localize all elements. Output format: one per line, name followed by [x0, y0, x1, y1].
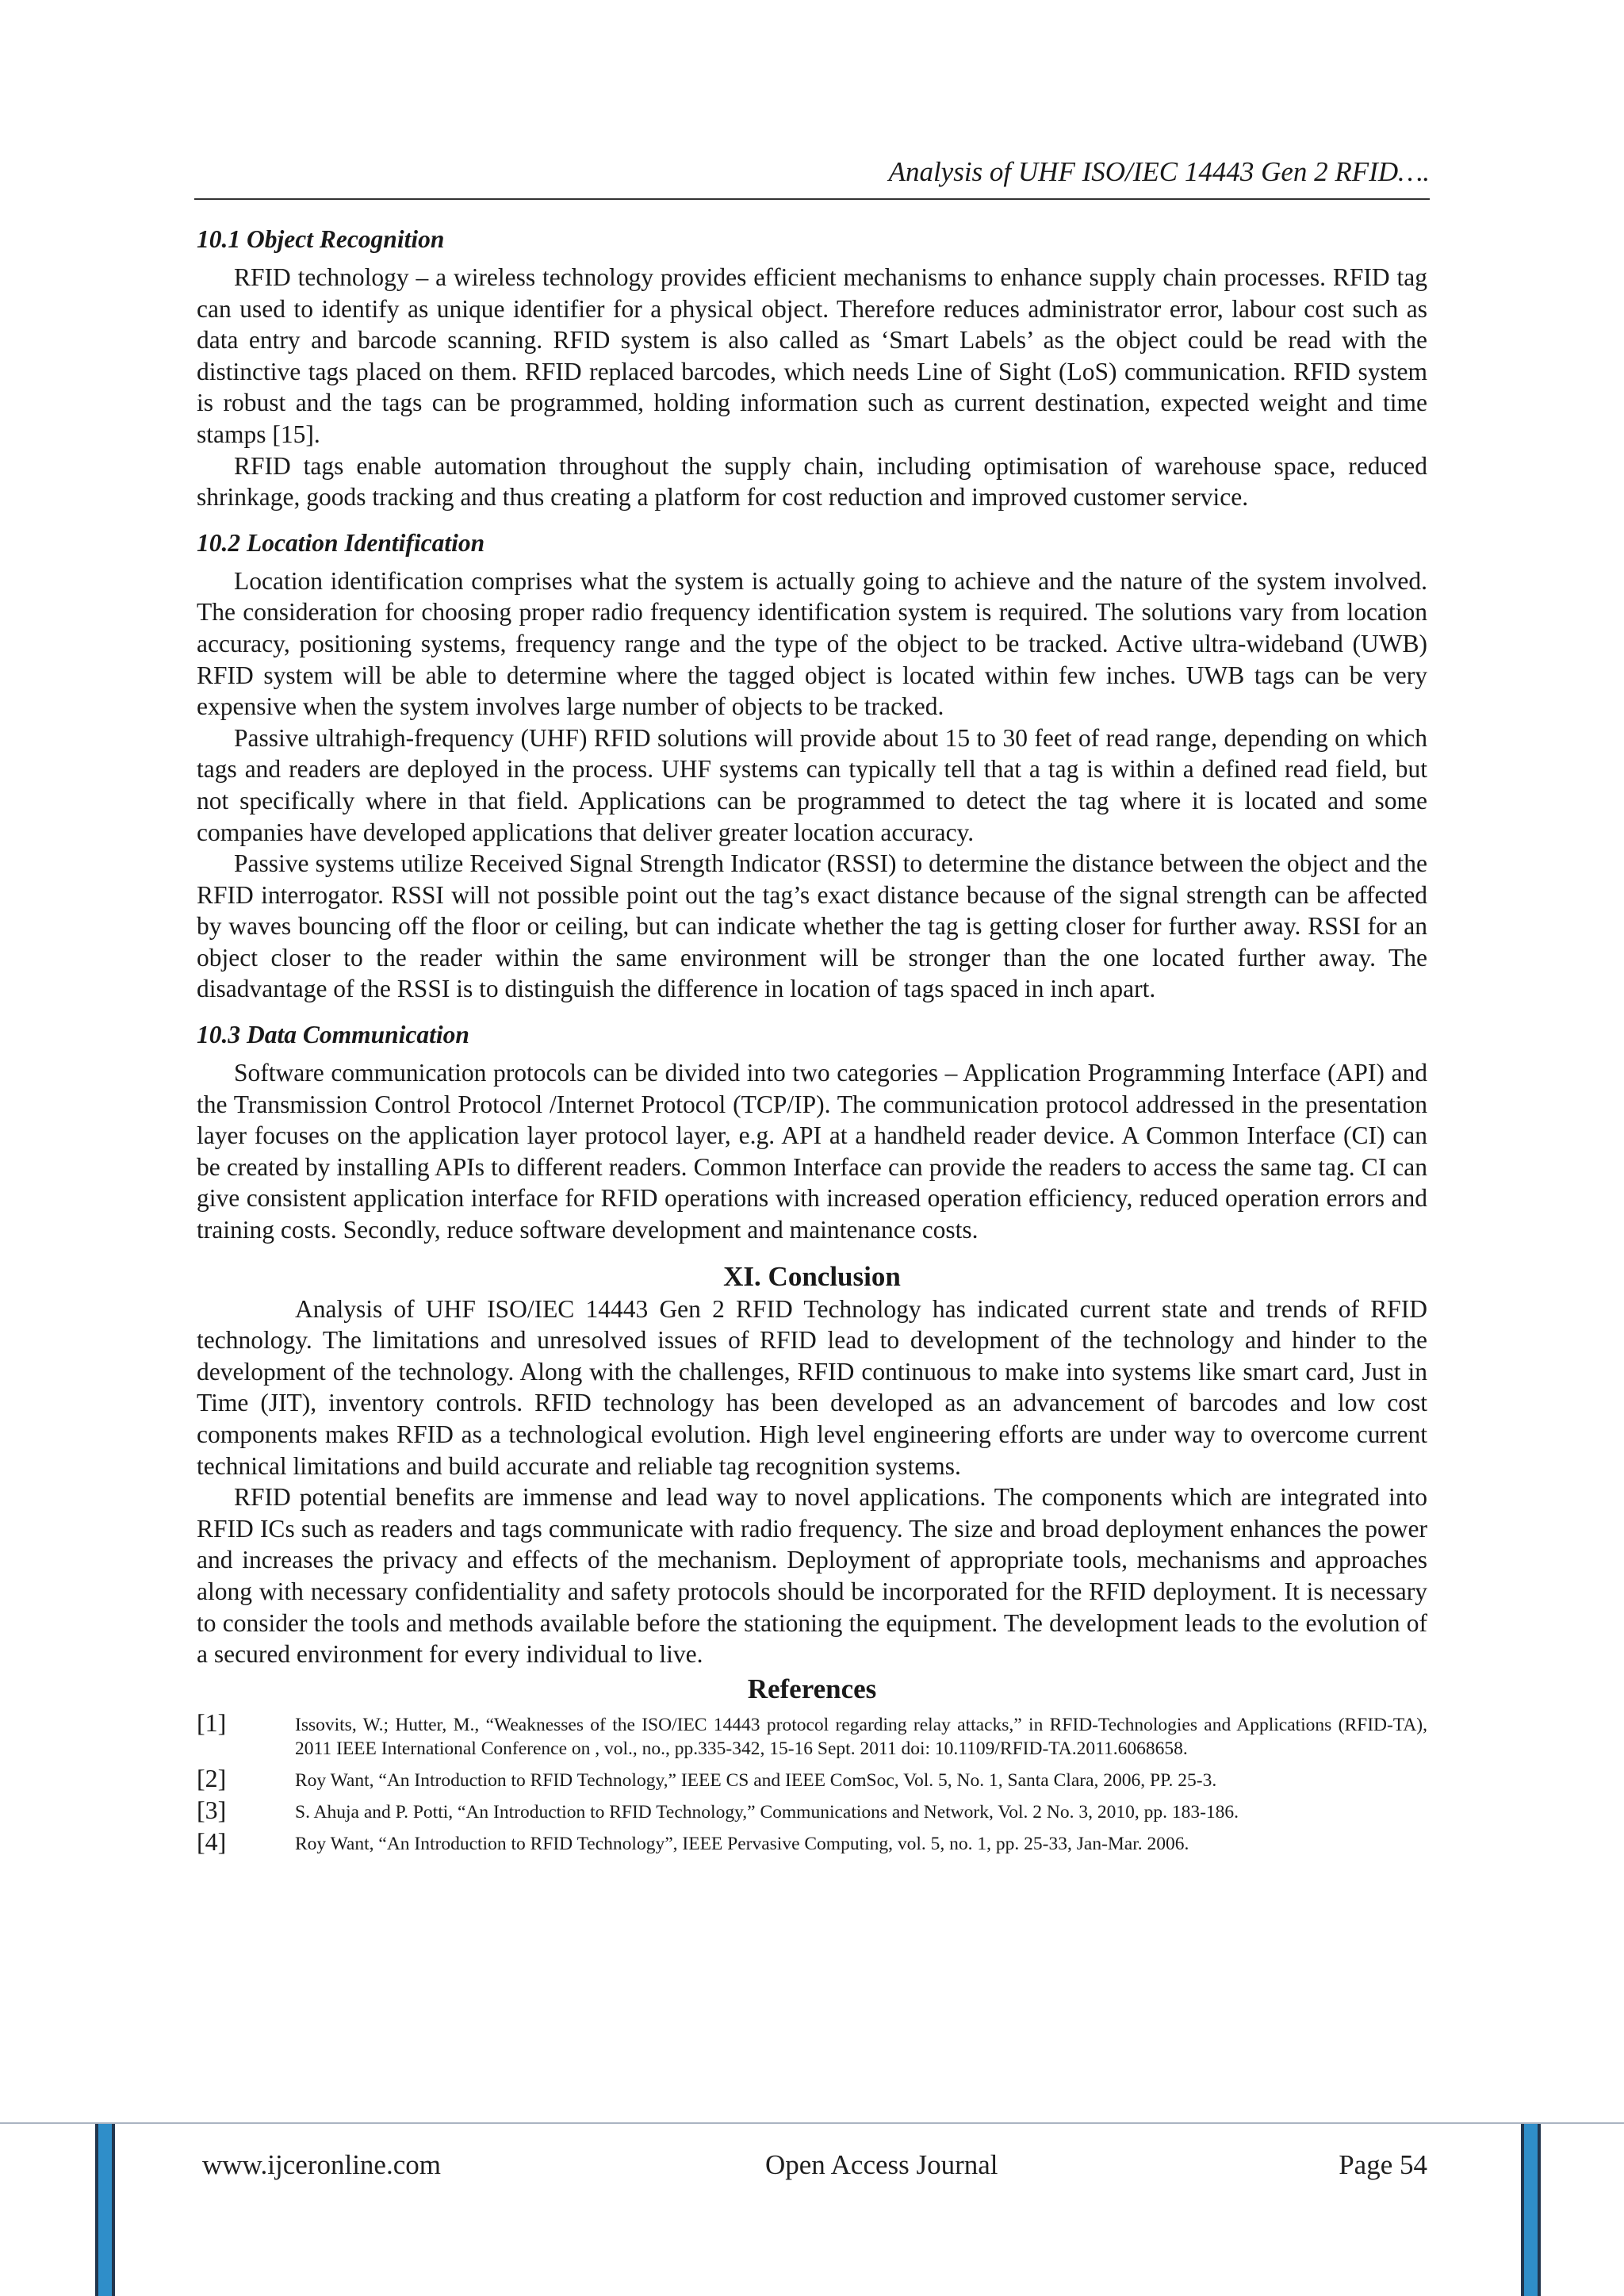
paragraph: Software communication protocols can be divided into two categories – Application Programming Interface (API) and the Transmission Control Protocol /Internet Protocol (TCP/IP). The communication protocol addressed in the presentation layer focuses on the application layer protocol layer, e.g. API at a handheld reader device. A Common Interface (CI) can be created by installing APIs to different readers. Common Interface can provide the readers to access the same tag. CI can give consistent application interface for RFID operations with increased operation efficiency, reduced operation errors and training costs. Secondly, reduce software development and maintenance costs. [197, 1059, 1427, 1244]
section-heading: 10.3 Data Communication [197, 1021, 469, 1049]
footer-right-bar [1521, 2124, 1541, 2296]
paragraph: Analysis of UHF ISO/IEC 14443 Gen 2 RFID Technology has indicated current state and trends of RFID technology. The limitations and unresolved issues of RFID lead to development of the technology and hinder to the development of the technology. Along with the challenges, RFID continuous to make into systems like smart card, Just in Time (JIT), inventory controls. RFID technology has been developed as an advancement of barcodes and low cost components makes RFID as a technological evolution. High level engineering efforts are under way to overcome current technical limitations and build accurate and reliable tag recognition systems. [197, 1294, 1427, 1480]
footer-website: www.ijceronline.com [202, 2149, 441, 2180]
section-heading: 10.2 Location Identification [197, 528, 485, 557]
section-heading: 10.1 Object Recognition [197, 225, 445, 253]
reference-number: [2] [197, 1763, 227, 1792]
paragraph: RFID tags enable automation throughout the supply chain, including optimisation of warehouse space, reduced shrinkage, goods tracking and thus creating a platform for cost reduction and improved customer service. [197, 451, 1427, 512]
reference-text: Roy Want, “An Introduction to RFID Technology,” IEEE CS and IEEE ComSoc, Vol. 5, No. 1, Santa Clara, 2006, PP. 25-3. [295, 1769, 1217, 1791]
reference-item [197, 1710, 1427, 1761]
page-content [197, 224, 1427, 1861]
section-data-communication [197, 1019, 1427, 1246]
reference-item [197, 1826, 1427, 1856]
footer-divider [0, 2122, 1624, 2124]
conclusion-title: XI. Conclusion [723, 1260, 901, 1292]
section-object-recognition [197, 224, 1427, 513]
reference-number: [4] [197, 1826, 227, 1856]
references-title: References [747, 1673, 877, 1704]
paragraph: RFID potential benefits are immense and lead way to novel applications. The components which are integrated into RFID ICs such as readers and tags communicate with radio frequency. The size and broad deployment enhances the power and increases the privacy and effects of the mechanism. Deployment of appropriate tools, mechanisms and approaches along with necessary confidentiality and safety protocols should be incorporated for the RFID deployment. It is necessary to consider the tools and methods available before the stationing the equipment. The development leads to the evolution of a secured environment for every individual to live. [197, 1483, 1427, 1669]
paragraph: Passive systems utilize Received Signal Strength Indicator (RSSI) to determine the distance between the object and the RFID interrogator. RSSI will not possible point out the tag’s exact distance because of the signal strength can be affected by waves bouncing off the floor or ceiling, but can indicate whether the tag is getting closer for further away. RSSI for an object closer to the reader within the same environment will be stronger than the one located further away. The disadvantage of the RSSI is to distinguish the difference in location of tags spaced in inch apart. [197, 849, 1427, 1003]
reference-number: [3] [197, 1795, 227, 1824]
reference-text: S. Ahuja and P. Potti, “An Introduction to RFID Technology,” Communications and Network, Vol. 2 No. 3, 2010, pp. 183-186. [295, 1801, 1239, 1823]
paragraph: Location identification comprises what the system is actually going to achieve and the nature of the system involved. The consideration for choosing proper radio frequency identification system is required. The solutions vary from location accuracy, positioning systems, frequency range and the type of the object to be tracked. Active ultra-wideband (UWB) RFID system will be able to determine where the tagged object is located within few inches. UWB tags can be very expensive when the system involves large number of objects to be tracked. [197, 566, 1427, 721]
footer-page-number: Page 54 [1339, 2149, 1427, 2180]
references-list [197, 1710, 1427, 1856]
footer-left-bar [95, 2124, 115, 2296]
reference-item [197, 1797, 1427, 1824]
paragraph: Passive ultrahigh-frequency (UHF) RFID solutions will provide about 15 to 30 feet of read range, depending on which tags and readers are deployed in the process. UHF systems can typically tell that a tag is within a defined read field, but not specifically where in that field. Applications can be programmed to detect the tag where it is located and some companies have developed applications that deliver greater location accuracy. [197, 723, 1427, 846]
references-section [197, 1672, 1427, 1856]
footer-journal: Open Access Journal [765, 2149, 998, 2180]
paragraph: RFID technology – a wireless technology provides efficient mechanisms to enhance supply chain processes. RFID tag can used to identify as unique identifier for a physical object. Therefore reduces administrator error, labour cost such as data entry and barcode scanning. RFID system is also called as ‘Smart Labels’ as the object could be read with the distinctive tags placed on them. RFID replaced barcodes, which needs Line of Sight (LoS) communication. RFID system is robust and the tags can be programmed, holding information such as current destination, expected weight and time stamps [15]. [197, 263, 1427, 448]
reference-text: Roy Want, “An Introduction to RFID Technology”, IEEE Pervasive Computing, vol. 5, no. 1, pp. 25-33, Jan-Mar. 2006. [295, 1833, 1189, 1854]
section-location-identification [197, 527, 1427, 1005]
reference-number: [1] [197, 1708, 227, 1737]
running-header: Analysis of UHF ISO/IEC 14443 Gen 2 RFID…. [194, 152, 1430, 200]
reference-item [197, 1765, 1427, 1792]
section-conclusion [197, 1260, 1427, 1670]
reference-text: Issovits, W.; Hutter, M., “Weaknesses of the ISO/IEC 14443 protocol regarding relay attacks,” in RFID-Technologies and Applications (RFID-TA), 2011 IEEE International Conference on , vol., no., pp.335-342, 15-16 Sept. 2011 doi: 10.1109/RFID-TA.2011.6068658. [295, 1714, 1427, 1759]
